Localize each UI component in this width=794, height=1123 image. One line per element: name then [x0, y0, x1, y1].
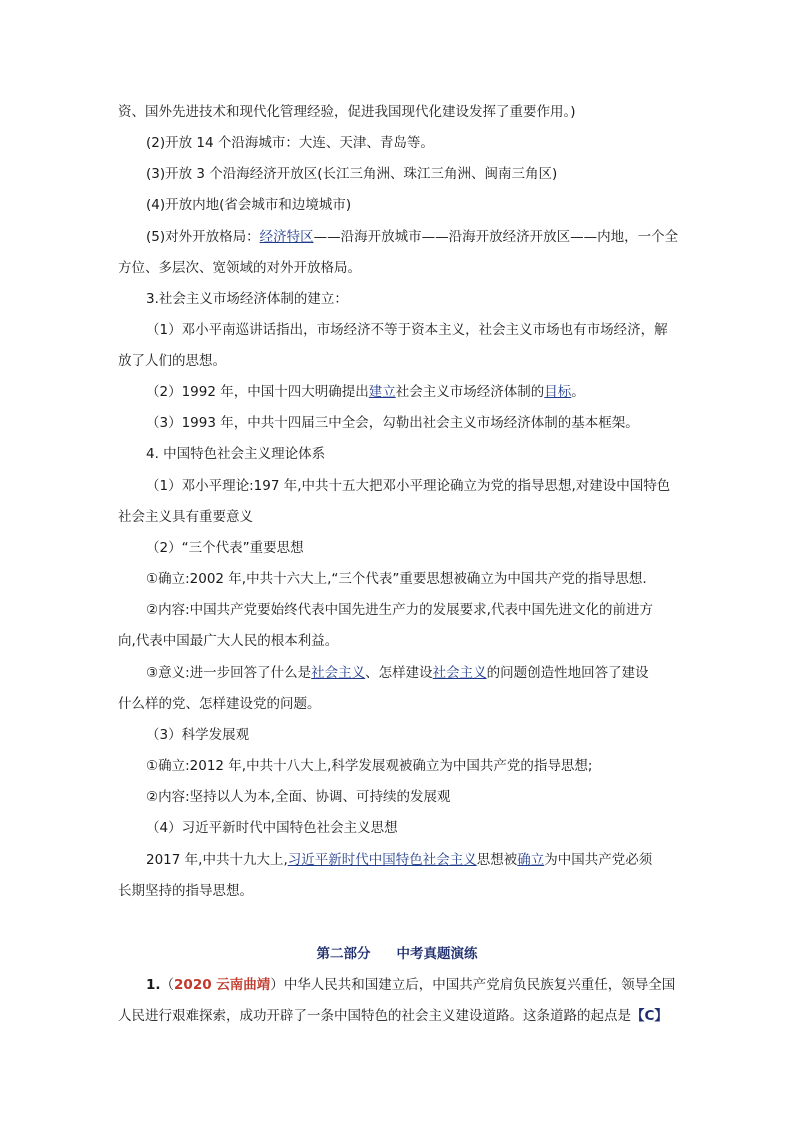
text: (5)对外开放格局： [146, 229, 260, 245]
link-goal[interactable]: 目标 [544, 384, 572, 400]
list-item: （2）“三个代表”重要思想 [146, 540, 304, 556]
text: 的问题创造性地回答了建设 [486, 665, 649, 681]
text: ③意义:进一步回答了什么是 [146, 665, 312, 681]
paragraph-line: 资、国外先进技术和现代化管理经验，促进我国现代化建设发挥了重要作用。) [118, 104, 576, 120]
text: （2）1992 年，中国十四大明确提出 [146, 384, 369, 400]
text: 思想被 [476, 852, 518, 868]
list-item [146, 850, 652, 870]
part-heading [0, 944, 794, 964]
part-label: 第二部分 [316, 946, 371, 962]
text: 社会主义市场经济体制的 [395, 384, 545, 400]
link-socialism[interactable]: 社会主义 [311, 665, 366, 681]
question-text: 中华人民共和国建立后，中国共产党肩负民族复兴重任，领导全国 [283, 977, 676, 993]
list-item: ①确立:2012 年,中共十八大上,科学发展观被确立为中国共产党的指导思想; [146, 758, 593, 774]
question-text: 人民进行艰难探索，成功开辟了一条中国特色的社会主义建设道路。这条道路的起点是 [118, 1008, 631, 1024]
list-item: （3）1993 年，中共十四届三中全会，勾勒出社会主义市场经济体制的基本框架。 [146, 415, 639, 431]
list-item: （1）邓小平理论:197 年,中共十五大把邓小平理论确立为党的指导思想,对建设中国特色 [146, 478, 671, 494]
list-item: （4）习近平新时代中国特色社会主义思想 [146, 820, 398, 836]
link-socialism[interactable]: 社会主义 [432, 665, 487, 681]
section-heading: 4. 中国特色社会主义理论体系 [146, 446, 326, 462]
section-heading: 3.社会主义市场经济体制的建立： [146, 291, 348, 307]
list-item: ①确立:2002 年,中共十六大上,“三个代表”重要思想被确立为中国共产党的指导思想. [146, 571, 647, 587]
answer-bracket: 】 [654, 1008, 668, 1024]
paragraph-line: 向,代表中国最广大人民的根本利益。 [118, 633, 339, 649]
list-item [146, 382, 585, 402]
list-item: （3）科学发展观 [146, 727, 250, 743]
link-special-economic-zone[interactable]: 经济特区 [259, 229, 314, 245]
paragraph-line: 方位、多层次、宽领域的对外开放格局。 [118, 260, 361, 276]
answer-value: C [644, 1008, 655, 1024]
text: ——沿海开放城市——沿海开放经济开放区——内地，一个全 [313, 229, 679, 245]
question-line [118, 1006, 668, 1026]
list-item: (4)开放内地(省会城市和边境城市) [146, 197, 352, 213]
question-source: 2020 云南曲靖 [174, 977, 271, 993]
link-establish[interactable]: 确立 [517, 852, 545, 868]
paragraph-line: 长期坚持的指导思想。 [118, 883, 253, 899]
list-item: ②内容:坚持以人为本,全面、协调、可持续的发展观 [146, 789, 451, 805]
link-establish[interactable]: 建立 [368, 384, 396, 400]
part-title: 中考真题演练 [396, 946, 478, 962]
source-bracket: （ [160, 977, 175, 993]
question-number: 1. [146, 977, 161, 993]
list-item: (2)开放 14 个沿海城市：大连、天津、青岛等。 [146, 135, 434, 151]
text: 。 [571, 384, 585, 400]
list-item [146, 663, 649, 683]
paragraph-line: 社会主义具有重要意义 [118, 509, 253, 525]
text: 2017 年,中共十九大上, [146, 852, 288, 868]
paragraph-line: 什么样的党、怎样建设党的问题。 [118, 696, 321, 712]
list-item: (3)开放 3 个沿海经济开放区(长江三角洲、珠江三角洲、闽南三角区) [146, 166, 558, 182]
list-item [146, 227, 678, 247]
question-line [146, 975, 675, 995]
text: 为中国共产党必须 [544, 852, 653, 868]
list-item: ②内容:中国共产党要始终代表中国先进生产力的发展要求,代表中国先进文化的前进方 [146, 602, 653, 618]
link-xi-thought[interactable]: 习近平新时代中国特色社会主义 [287, 852, 477, 868]
paragraph-line: 放了人们的思想。 [118, 353, 226, 369]
source-bracket: ） [270, 977, 284, 993]
text: 、怎样建设 [365, 665, 433, 681]
list-item: （1）邓小平南巡讲话指出，市场经济不等于资本主义，社会主义市场也有市场经济，解 [146, 322, 668, 338]
answer-bracket: 【 [631, 1008, 645, 1024]
